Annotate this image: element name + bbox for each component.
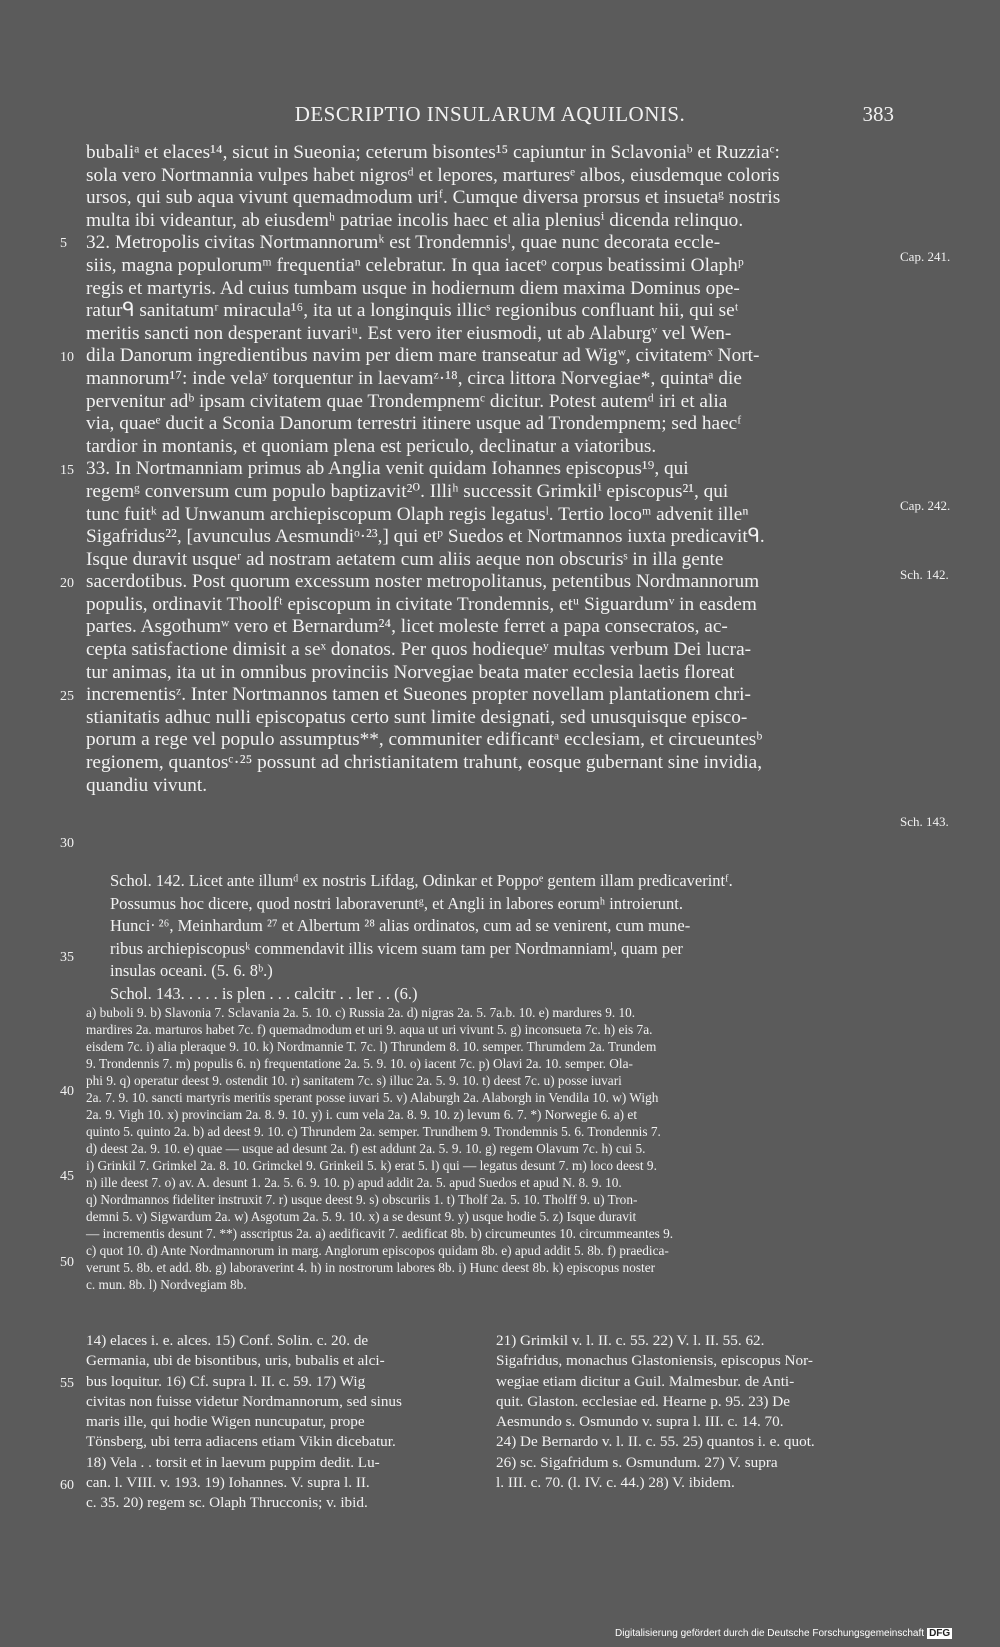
- margin-note-scholion: Sch. 143.: [900, 814, 949, 829]
- line-number: 10: [60, 350, 74, 365]
- variant-line: mardires 2a. marturos habet 7c. f) quemadmodum et uri 9. aqua ut uri vivunt 5. g) inconsueta 7c. h) eis 7a.: [86, 1022, 653, 1037]
- text-line: ursos, qui sub aqua vivunt quemadmodum uriᶠ. Cumque diversa prorsus et insuetaᵍ nostris: [86, 187, 781, 209]
- variant-line: 2a. 9. Vigh 10. x) provinciam 2a. 8. 9. 10. y) i. cum vela 2a. 8. 9. 10. z) levum 6. 7. *) Norwegie 6. a) et: [86, 1107, 638, 1122]
- text-line: multa ibi videantur, ab eiusdemʰ patriae incolis haec et alia pleniusⁱ dicenda relinquo.: [86, 209, 744, 231]
- line-number: 25: [60, 689, 74, 704]
- footnote-line: 14) elaces i. e. alces. 15) Conf. Solin. c. 20. de: [86, 1332, 369, 1349]
- variant-line: q) Nordmannos fideliter instruxit 7. r) usque deest 9. s) obscuriis 1. t) Tholf 2a. 5. 10. Tholff 9. u) Tron-: [86, 1192, 638, 1207]
- text-line: porum a rege vel populo assumptus**, communiter edificantᵃ ecclesiam, et circueuntesᵇ: [86, 729, 763, 751]
- text-line: regionem, quantosᶜ·²⁵ possunt ad christianitatem trahunt, eosque gubernant sine invidia,: [86, 752, 763, 774]
- footer-text: Digitalisierung gefördert durch die Deutsche Forschungsgemeinschaft: [615, 1628, 925, 1639]
- scholion-line: Hunciᐧ ²⁶, Meinhardum ²⁷ et Albertum ²⁸ alias ordinatos, cum ad se venirent, cum mune-: [110, 916, 691, 936]
- variant-line: a) buboli 9. b) Slavonia 7. Sclavania 2a. 5. 10. c) Russia 2a. d) nigras 2a. 5. 7a.b. 10. e) mardures 9. 10.: [86, 1005, 636, 1020]
- footnotes-right-column: [496, 1331, 886, 1493]
- scholion-line: Schol. 143. . . . . is plen . . . calcitr . . ler . . (6.): [110, 983, 418, 1003]
- variant-line: quinto 5. quinto 2a. b) ad deest 9. 10. c) Thrundem 2a. semper. Trundhem 9. Trondemnis 5. 6. Trondennis 7.: [86, 1124, 661, 1139]
- margin-note-chapter: Cap. 241.: [900, 249, 951, 264]
- text-line: Isque duravit usqueʳ ad nostram aetatem cum aliis aeque non obscurisˢ in illa gente: [86, 548, 724, 570]
- footnote-line: 18) Vela . . torsit et in laevum puppim dedit. Lu-: [86, 1453, 380, 1471]
- scholia: [110, 870, 900, 1006]
- variant-line: verunt 5. 8b. et add. 8b. g) laboraverint 4. h) in nostrorum labores 8b. i) Hunc deest 8b. k) episcopus noster: [86, 1260, 656, 1275]
- text-line: regemᵍ conversum cum populo baptizavit²⁰. Illiʰ successit Grimkilⁱ episcopus²¹, qui: [86, 480, 729, 502]
- footnote-line: l. III. c. 70. (l. IV. c. 44.) 28) V. ibidem.: [496, 1474, 735, 1492]
- scholion-line: Schol. 142. Licet ante illumᵈ ex nostris Lifdag, Odinkar et Poppoᵉ gentem illam predicaverintᶠ.: [110, 871, 733, 890]
- footnote-line: Germania, ubi de bisontibus, uris, bubalis et alci-: [86, 1352, 385, 1370]
- line-number: 60: [60, 1478, 74, 1493]
- main-text: [86, 142, 896, 797]
- text-line: via, quaeᵉ ducit a Sconia Danorum terrestri itinere usque ad Trondempnem; sed haecᶠ: [86, 413, 742, 435]
- margin-note-chapter: Cap. 242.: [900, 498, 951, 513]
- scholion-line: ribus archiepiscopusᵏ commendavit illis vicem suam tam per Nordmanniamˡ, quam per: [110, 938, 683, 958]
- variant-line: phi 9. q) operatur deest 9. ostendit 10. r) sanitatem 7c. s) illuc 2a. 5. 9. 10. t) deest 7c. u) posse iuvari: [86, 1073, 622, 1088]
- footnote-line: 26) sc. Sigafridum s. Osmundum. 27) V. supra: [496, 1453, 778, 1471]
- footnotes-left-column: [86, 1331, 476, 1514]
- text-line: 32. Metropolis civitas Nortmannorumᵏ est Trondemnisˡ, quae nunc decorata eccle-: [86, 232, 721, 254]
- variant-line: 9. Trondennis 7. m) populis 6. n) frequentatione 2a. 5. 9. 10. o) iacent 7c. p) Olavi 2a. 10. semper. Ola-: [86, 1056, 633, 1071]
- text-line: regis et martyris. Ad cuius tumbam usque in hodiernum diem maxima Dominus ope-: [86, 277, 740, 299]
- text-line: meritis sancti non desperant iuvariᵘ. Est vero iter eiusmodi, ut ab Alaburgᵛ vel Wen-: [86, 322, 732, 344]
- text-line: sola vero Nortmannia vulpes habet nigrosᵈ et lepores, marturesᵉ albos, eiusdemque coloris: [86, 164, 780, 186]
- text-line: pervenitur adᵇ ipsam civitatem quae Trondempnemᶜ dicitur. Potest autemᵈ iri et alia: [86, 390, 728, 412]
- footnote-line: 21) Grimkil v. l. II. c. 55. 22) V. l. II. 55. 62.: [496, 1332, 765, 1349]
- footnote-line: can. l. VIII. v. 193. 19) Iohannes. V. supra l. II.: [86, 1474, 370, 1492]
- variant-line: n) ille deest 7. o) av. A. desunt 1. 2a. 5. 6. 9. 10. p) apud addit 2a. 5. apud Suedos et apud N. 8. 9. 10.: [86, 1175, 622, 1190]
- footnote-line: Aesmundo s. Osmundo v. supra l. III. c. 14. 70.: [496, 1413, 784, 1431]
- line-number: 35: [60, 950, 74, 965]
- variant-line: demni 5. v) Sigwardum 2a. w) Asgotum 2a. 5. 9. 10. x) a se desunt 9. y) usque hodie 5. z) Isque duravit: [86, 1209, 637, 1224]
- variant-readings: [86, 1004, 896, 1293]
- footnote-line: c. 35. 20) regem sc. Olaph Thrucconis; v. ibid.: [86, 1494, 368, 1512]
- text-line: tardior in montanis, et quoniam plena est periculo, declinatur a viatoribus.: [86, 435, 657, 457]
- text-line: quandiu vivunt.: [86, 774, 208, 796]
- text-line: siis, magna populorumᵐ frequentiaⁿ celebratur. In qua iacetᵒ corpus beatissimi Olaphᵖ: [86, 254, 744, 276]
- footnote-line: 24) De Bernardo v. l. II. c. 55. 25) quantos i. e. quot.: [496, 1433, 815, 1451]
- footnote-line: maris ille, qui hodie Wigen nuncupatur, prope: [86, 1413, 365, 1431]
- footnote-line: quit. Glaston. ecclesiae ed. Hearne p. 95. 23) De: [496, 1392, 790, 1410]
- page-header: [86, 102, 894, 132]
- text-line: 33. In Nortmanniam primus ab Anglia venit quidam Iohannes episcopus¹⁹, qui: [86, 458, 689, 480]
- dfg-logo: DFG: [929, 1628, 951, 1639]
- footer-credit: [615, 1628, 952, 1639]
- footnote-line: bus loquitur. 16) Cf. supra l. II. c. 59. 17) Wig: [86, 1372, 366, 1390]
- text-line: raturᑫ sanitatumʳ miracula¹⁶, ita ut a longinquis illicˢ regionibus confluant hii, qui seᵗ: [86, 300, 739, 322]
- text-line: cepta satisfactione dimisit a seˣ donatos. Per quos hodiequeʸ multas verbum Dei lucra-: [86, 639, 752, 661]
- variant-line: — incrementis desunt 7. **) asscriptus 2a. a) aedificavit 7. aedificat 8b. b) circumeuntes 10. circummeantes 9.: [86, 1226, 674, 1241]
- variant-line: c. mun. 8b. l) Nordvegiam 8b.: [86, 1277, 247, 1292]
- line-number: 20: [60, 576, 74, 591]
- running-title: DESCRIPTIO INSULARUM AQUILONIS.: [294, 102, 686, 126]
- text-line: sacerdotibus. Post quorum excessum noster metropolitanus, petentibus Nordmannorum: [86, 571, 760, 593]
- footnote-line: Sigafridus, monachus Glastoniensis, episcopus Nor-: [496, 1352, 813, 1370]
- line-number: 15: [60, 463, 74, 478]
- line-number: 30: [60, 836, 74, 851]
- line-number: 55: [60, 1376, 74, 1391]
- text-line: stianitatis adhuc nulli episcopatus certo sunt limite designati, sed unusquisque episco-: [86, 706, 748, 728]
- margin-note-scholion: Sch. 142.: [900, 567, 949, 582]
- variant-line: c) quot 10. d) Ante Nordmannorum in marg. Anglorum episcopos quidam 8b. e) apud addit 5. 8b. f) praedica-: [86, 1243, 669, 1258]
- text-line: dila Danorum ingredientibus navim per diem mare transeatur ad Wigʷ, civitatemˣ Nort-: [86, 345, 760, 367]
- line-number: 50: [60, 1255, 74, 1270]
- footnote-line: civitas non fuisse videtur Nordmannorum, sed sinus: [86, 1392, 402, 1410]
- text-line: tunc fuitᵏ ad Unwanum archiepiscopum Olaph regis legatusˡ. Tertio locoᵐ advenit illeⁿ: [86, 503, 749, 525]
- line-number: 45: [60, 1169, 74, 1184]
- scholion-line: insulas oceani. (5. 6. 8ᵇ.): [110, 961, 273, 981]
- text-line: partes. Asgothumʷ vero et Bernardum²⁴, licet moleste ferret a papa consecratos, ac-: [86, 616, 728, 638]
- text-line: populis, ordinavit Thoolfᵗ episcopum in civitate Trondemnis, etᵘ Siguardumᵛ in easdem: [86, 593, 757, 615]
- variant-line: d) deest 2a. 9. 10. e) quae — usque ad desunt 2a. f) est addunt 2a. 5. 9. 10. g) regem Olavum 7c. h) cui 5.: [86, 1141, 646, 1156]
- footnote-line: Tönsberg, ubi terra adiacens etiam Vikin dicebatur.: [86, 1433, 396, 1451]
- variant-line: 2a. 7. 9. 10. sancti martyris meritis sperant posse iuvari 5. v) Alaburgh 2a. Alaborgh in Vendila 10. w) Wigh: [86, 1090, 659, 1105]
- variant-line: eisdem 7c. i) alia pleraque 9. 10. k) Nordmannie T. 7c. l) Thrundem 8. 10. semper. Thrumdem 2a. Trundem: [86, 1039, 657, 1054]
- variant-line: i) Grinkil 7. Grimkel 2a. 8. 10. Grimckel 9. Grinkeil 5. k) erat 5. l) qui — legatus desunt 7. m) loco deest 9.: [86, 1158, 657, 1173]
- footnote-line: wegiae etiam dicitur a Guil. Malmesbur. de Anti-: [496, 1372, 795, 1390]
- text-line: Sigafridus²², [avunculus Aesmundiᵒ·²³,] qui etᵖ Suedos et Nortmannos iuxta predicavitᑫ.: [86, 526, 765, 548]
- page-number: 383: [862, 102, 894, 126]
- text-line: incrementisᶻ. Inter Nortmannos tamen et Sueones propter novellam plantationem chri-: [86, 684, 751, 706]
- scholion-line: Possumus hoc dicere, quod nostri laboraveruntᵍ, et Angli in labores eorumʰ introierunt.: [110, 893, 683, 913]
- text-line: tur animas, ita ut in omnibus provinciis Norvegiae beata mater ecclesia laetis floreat: [86, 661, 735, 683]
- line-number: 5: [60, 236, 67, 251]
- text-line: bubaliᵃ et elaces¹⁴, sicut in Sueonia; ceterum bisontes¹⁵ capiuntur in Sclavoniaᵇ et Ruzziaᶜ:: [86, 142, 780, 163]
- line-number: 40: [60, 1084, 74, 1099]
- text-line: mannorum¹⁷: inde velaʸ torquentur in laevamᶻ·¹⁸, circa littora Norvegiae*, quintaᵃ die: [86, 367, 742, 389]
